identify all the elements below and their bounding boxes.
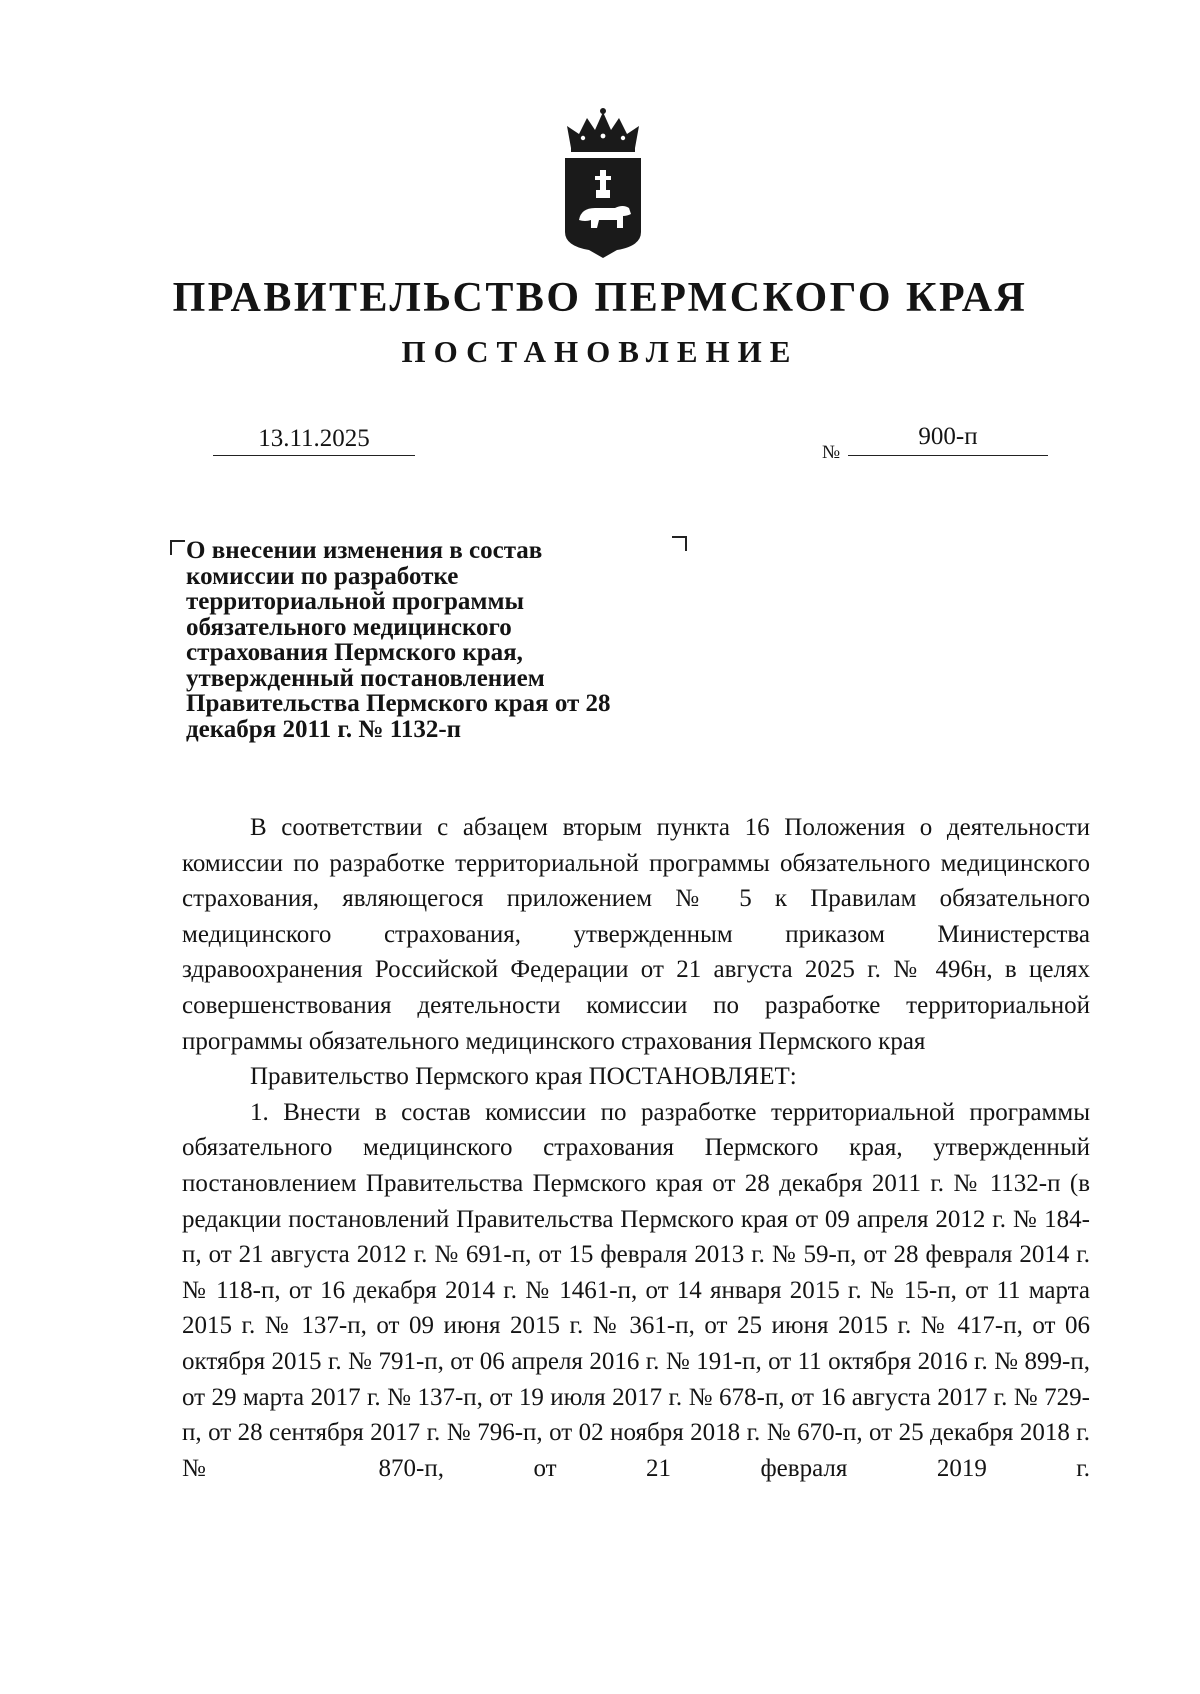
decree-date: 13.11.2025 (213, 425, 415, 456)
government-title: ПРАВИТЕЛЬСТВО ПЕРМСКОГО КРАЯ (172, 275, 1028, 321)
subject-corner-mark-left (170, 540, 185, 555)
decree-number: 900-п (848, 423, 1048, 456)
subject-corner-mark-right (672, 536, 687, 551)
document-type: ПОСТАНОВЛЕНИЕ (401, 334, 799, 369)
item-1-paragraph: 1. Внести в состав комиссии по разработке территориальной программы обязательного медицинского страхования Пермского края, утвержденный постановлением Правительства Пермского края от 28 декабря 2011 г. № 1132-п (в редакции постановлений Правительства Пермского края от 09 апреля 2012 г. № 184-п, от 21 августа 2012 г. № 691-п, от 15 февраля 2013 г. № 59-п, от 28 февраля 2014 г. № 118-п, от 16 декабря 2014 г. № 1461-п, от 14 января 2015 г. № 15-п, от 11 марта 2015 г. № 137-п, от 09 июня 2015 г. № 361-п, от 25 июня 2015 г. № 417-п, от 06 октября 2015 г. № 791-п, от 06 апреля 2016 г. № 191-п, от 11 октября 2016 г. № 899-п, от 29 марта 2017 г. № 137-п, от 19 июля 2017 г. № 678-п, от 16 августа 2017 г. № 729-п, от 28 сентября 2017 г. № 796-п, от 02 ноября 2018 г. № 670-п, от 25 декабря 2018 г. № 870-п, от 21 февраля 2019 г. (182, 1098, 1090, 1482)
decree-body (182, 810, 1090, 1486)
preamble-paragraph: В соответствии с абзацем вторым пункта 16 Положения о деятельности комиссии по разработке территориальной программы обязательного медицинского страхования, являющегося приложением № 5 к Правилам обязательного медицинского страхования, утвержденным приказом Министерства здравоохранения Российской Федерации от 21 августа 2025 г. № 496н, в целях совершенствования деятельности комиссии по разработке территориальной программы обязательного медицинского страхования Пермского края (182, 814, 1090, 1055)
resolves-paragraph: Правительство Пермского края ПОСТАНОВЛЯЕТ: (250, 1063, 797, 1091)
decree-subject: О внесении изменения в состав комиссии по разработке территориальной программы обязательного медицинского страхования Пермского края, утвержденный постановлением Правительства Пермского края от 28 декабря 2011 г. № 1132-п (186, 537, 611, 743)
number-sign: № (822, 442, 841, 463)
coat-of-arms-icon (561, 108, 645, 260)
